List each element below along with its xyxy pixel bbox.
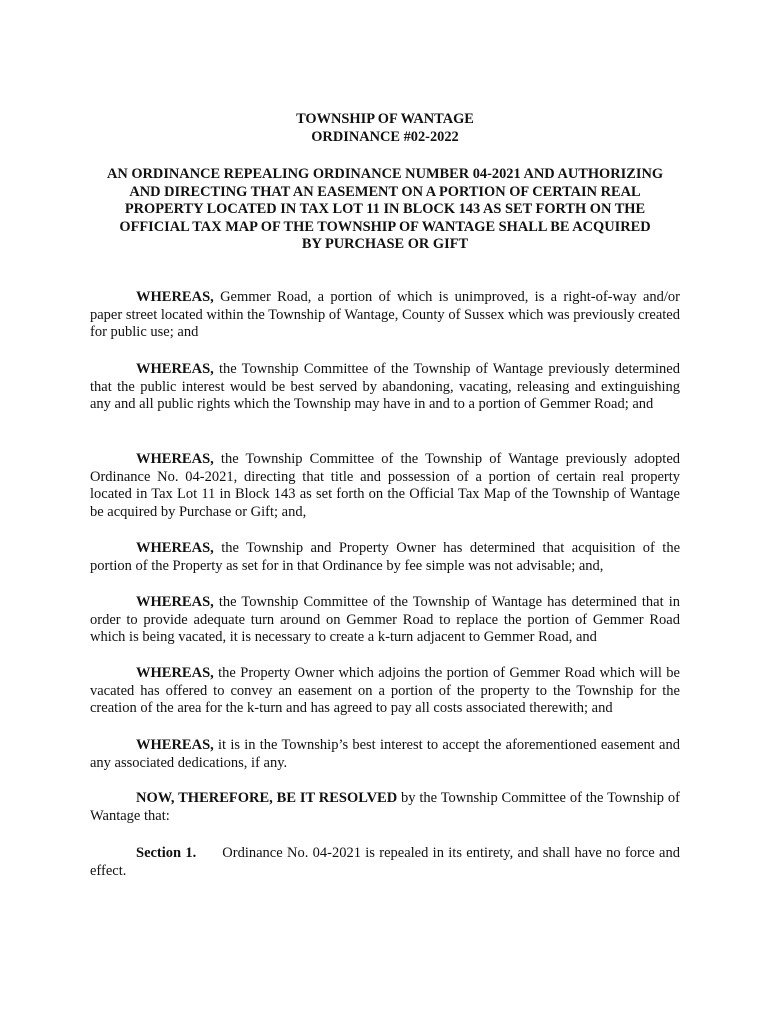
section-1-heading: Section 1. (136, 845, 197, 861)
whereas-text: the Township Committee of the Township of Wantage has determined that in order to provide adequate turn around on Gemmer Road to replace the portion of Gemmer Road which is being vacated, it is necessary to create a k-turn adjacent to Gemmer Road, and (90, 594, 680, 646)
whereas-lead: WHEREAS, (136, 289, 214, 305)
ordinance-title (90, 166, 680, 254)
whereas-clause (90, 594, 680, 647)
ordinance-title-line: AN ORDINANCE REPEALING ORDINANCE NUMBER 04-2021 AND AUTHORIZING (106, 166, 664, 182)
whereas-clause (90, 665, 680, 718)
whereas-clause (90, 361, 680, 414)
whereas-lead: WHEREAS, (136, 594, 214, 610)
whereas-text: Gemmer Road, a portion of which is unimproved, is a right-of-way and/or paper street located within the Township of Wantage, County of Sussex which was previously created for public use; and (90, 289, 680, 341)
resolved-clause (90, 790, 680, 825)
whereas-lead: WHEREAS, (136, 540, 214, 556)
whereas-text: it is in the Township’s best interest to accept the aforementioned easement and any associated dedications, if any. (90, 737, 680, 771)
whereas-clause (90, 737, 680, 772)
resolved-lead: NOW, THEREFORE, BE IT RESOLVED (136, 790, 398, 806)
ordinance-title-line: OFFICIAL TAX MAP OF THE TOWNSHIP OF WANTAGE SHALL BE ACQUIRED (119, 218, 651, 235)
whereas-lead: WHEREAS, (136, 361, 214, 377)
whereas-lead: WHEREAS, (136, 737, 214, 753)
ordinance-title-line: BY PURCHASE OR GIFT (301, 236, 469, 252)
township-name: TOWNSHIP OF WANTAGE (296, 111, 474, 127)
document-header (90, 111, 680, 146)
section-1 (90, 845, 680, 880)
section-1-text: Ordinance No. 04-2021 is repealed in its entirety, and shall have no force and effect. (90, 845, 680, 879)
ordinance-title-line: AND DIRECTING THAT AN EASEMENT ON A PORTION OF CERTAIN REAL (129, 183, 641, 200)
whereas-clause (90, 540, 680, 575)
whereas-clause (90, 289, 680, 342)
whereas-text: the Township Committee of the Township of Wantage previously adopted Ordinance No. 04-2021, directing that title and possession of a portion of certain real property located in Tax Lot 11 in Block 143 as set forth on the Official Tax Map of the Township of Wantage be acquired by Purchase or Gift; and, (90, 451, 680, 521)
ordinance-title-line: PROPERTY LOCATED IN TAX LOT 11 IN BLOCK 143 AS SET FORTH ON THE (124, 201, 646, 217)
whereas-clause (90, 451, 680, 522)
whereas-lead: WHEREAS, (136, 665, 214, 681)
whereas-text: the Township and Property Owner has determined that acquisition of the portion of the Property as set for in that Ordinance by fee simple was not advisable; and, (90, 540, 680, 574)
ordinance-number: ORDINANCE #02-2022 (311, 128, 459, 145)
resolved-text: by the Township Committee of the Township of Wantage that: (90, 790, 680, 824)
whereas-lead: WHEREAS, (136, 451, 214, 467)
whereas-text: the Property Owner which adjoins the portion of Gemmer Road which will be vacated has offered to convey an easement on a portion of the property to the Township for the creation of the area for the k-turn and has agreed to pay all costs associated therewith; and (90, 665, 680, 717)
whereas-text: the Township Committee of the Township of Wantage previously determined that the public interest would be best served by abandoning, vacating, releasing and extinguishing any and all public rights which the Township may have in and to a portion of Gemmer Road; and (90, 361, 680, 413)
